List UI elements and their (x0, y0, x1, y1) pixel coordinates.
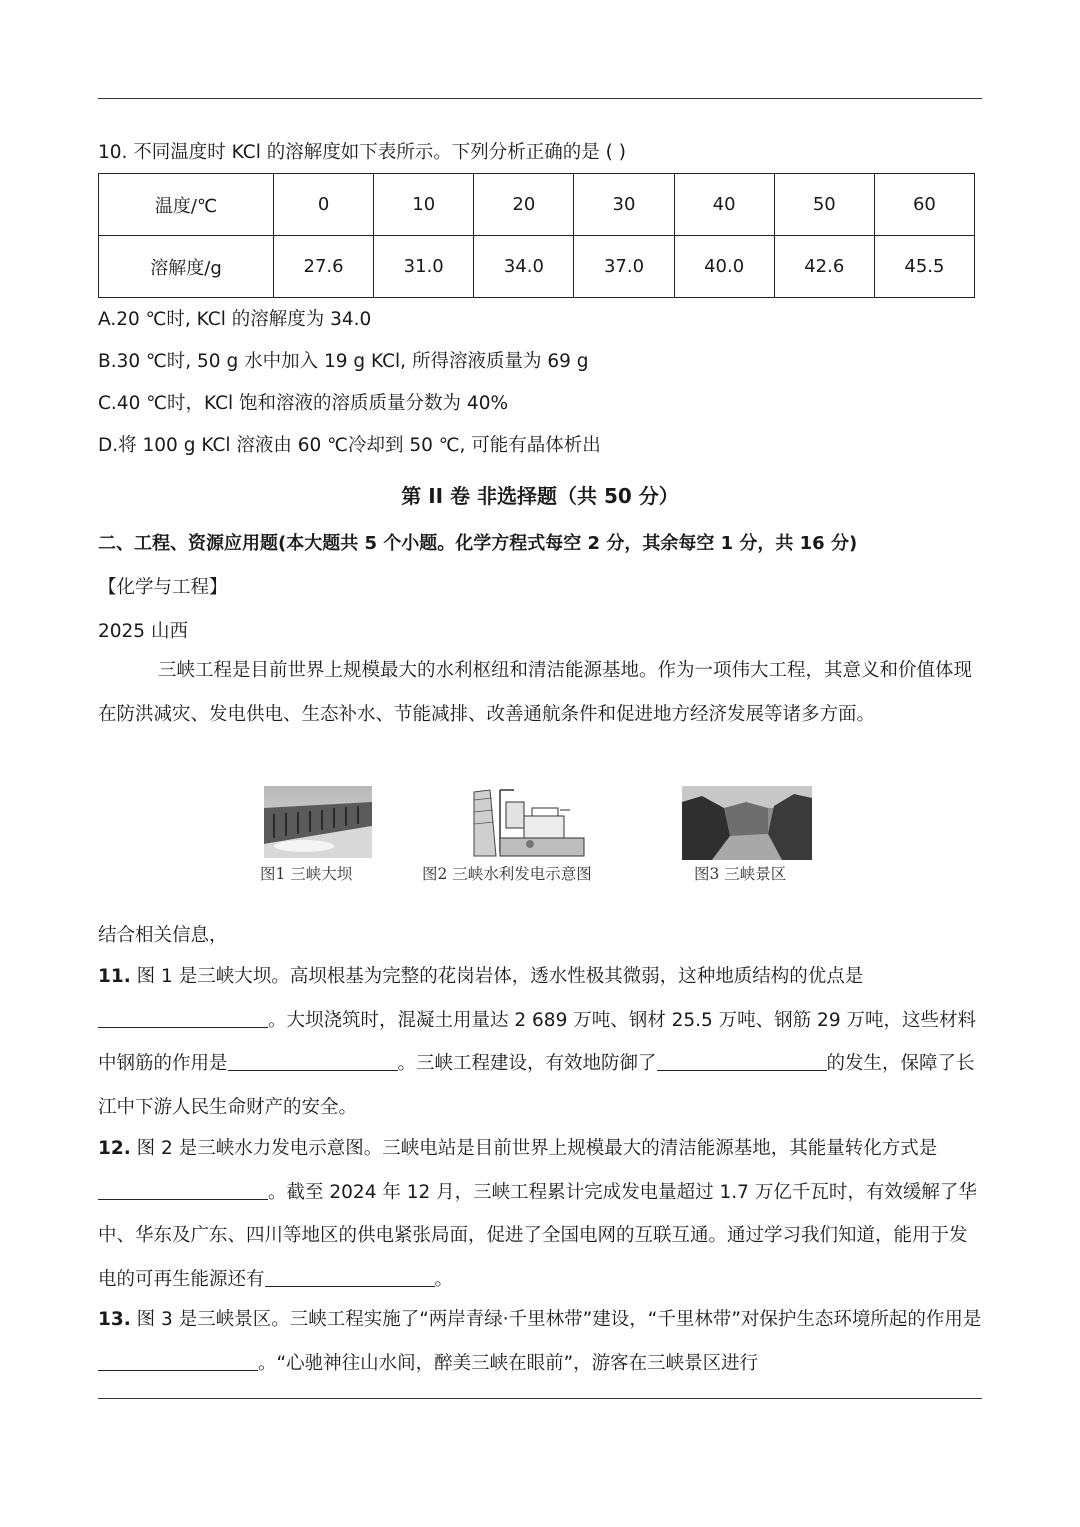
dam-photo (264, 786, 372, 858)
question-text: 图 2 是三峡水力发电示意图。三峡电站是目前世界上规模最大的清洁能源基地，其能量转化方式是 (130, 1138, 938, 1159)
part2-title: 第 II 卷 非选择题（共 50 分） (401, 484, 679, 508)
question-11 (98, 955, 982, 1129)
table-cell: 45.5 (874, 236, 974, 298)
option-d: D.将 100 g KCl 溶液由 60 ℃冷却到 50 ℃, 可能有晶体析出 (98, 435, 601, 456)
solubility-table (98, 173, 975, 298)
intro-paragraph: 三峡工程是目前世界上规模最大的水利枢纽和清洁能源基地。作为一项伟大工程，其意义和价值体现在防洪减灾、发电供电、生态补水、节能减排、改善通航条件和促进地方经济发展等诸多方面。 (98, 660, 973, 725)
table-header-solubility: 溶解度/g (99, 236, 274, 298)
figure-1-caption: 图1 三峡大坝 (260, 865, 353, 883)
top-rule (98, 98, 982, 99)
option-c: C.40 ℃时，KCl 饱和溶液的溶质质量分数为 40% (98, 393, 509, 414)
option-b: B.30 ℃时, 50 g 水中加入 19 g KCl, 所得溶液质量为 69 g (98, 351, 589, 372)
answer-blank[interactable] (98, 1005, 268, 1028)
answer-blank[interactable] (228, 1048, 398, 1071)
table-cell: 40.0 (674, 236, 774, 298)
answer-blank[interactable] (265, 1264, 435, 1287)
question-text: 。大坝浇筑时，混凝土用量达 2 689 万吨、钢材 25.5 万吨、钢筋 29 万吨，这些材料中钢筋的作用是 (98, 1009, 976, 1074)
table-cell: 27.6 (274, 236, 374, 298)
source-label: 2025 山西 (98, 621, 188, 642)
lead-text: 结合相关信息， (98, 925, 228, 946)
subsection-heading: 【化学与工程】 (98, 577, 228, 598)
answer-blank[interactable] (657, 1048, 827, 1071)
question-text: 。三峡工程建设，有效地防御了 (397, 1053, 657, 1074)
question-text: 。截至 2024 年 12 月，三峡工程累计完成发电量超过 1.7 万亿千瓦时，有效缓解了华中、华东及广东、四川等地区的供电紧张局面，促进了全国电网的互联互通。通过学习我们知道，能用于发电的可再生能源还有 (98, 1181, 977, 1290)
table-cell: 50 (774, 174, 874, 236)
question-text: 。“心驰神往山水间，醉美三峡在眼前”，游客在三峡景区进行 (258, 1352, 759, 1374)
answer-blank[interactable] (98, 1177, 268, 1200)
section-heading: 二、工程、资源应用题(本大题共 5 个小题。化学方程式每空 2 分，其余每空 1 分，共 16 分) (98, 533, 858, 554)
figure-3-caption: 图3 三峡景区 (694, 865, 787, 883)
table-cell: 20 (474, 174, 574, 236)
table-cell: 31.0 (374, 236, 474, 298)
table-cell: 30 (574, 174, 674, 236)
table-cell: 60 (874, 174, 974, 236)
figure-2-caption: 图2 三峡水利发电示意图 (422, 865, 592, 883)
question-number: 12. (98, 1138, 131, 1159)
question-text: 的发生，保障了长江中下游人民生命财产的安全。 (98, 1053, 975, 1118)
table-cell: 34.0 (474, 236, 574, 298)
table-header-temperature: 温度/℃ (99, 174, 274, 236)
question-text: 图 3 是三峡景区。三峡工程实施了“两岸青绿·千里林带”建设，“千里林带”对保护生态环境所起的作用是 (130, 1309, 982, 1330)
question-13 (98, 1298, 982, 1385)
gorge-photo (682, 786, 812, 860)
table-cell: 10 (374, 174, 474, 236)
question-12 (98, 1127, 982, 1301)
figure-row (0, 786, 1080, 886)
q10-stem: 10. 不同温度时 KCl 的溶解度如下表所示。下列分析正确的是 ( ) (98, 142, 626, 163)
table-cell: 0 (274, 174, 374, 236)
question-number: 13. (98, 1309, 131, 1330)
table-cell: 37.0 (574, 236, 674, 298)
table-cell: 42.6 (774, 236, 874, 298)
question-text: 图 1 是三峡大坝。高坝根基为完整的花岗岩体，透水性极其微弱，这种地质结构的优点是 (130, 966, 864, 987)
table-cell: 40 (674, 174, 774, 236)
question-text: 。 (434, 1268, 454, 1290)
hydropower-diagram (470, 786, 586, 858)
answer-blank[interactable] (98, 1348, 258, 1371)
question-number: 11. (98, 966, 131, 987)
option-a: A.20 ℃时, KCl 的溶解度为 34.0 (98, 309, 372, 330)
bottom-rule (98, 1398, 982, 1399)
